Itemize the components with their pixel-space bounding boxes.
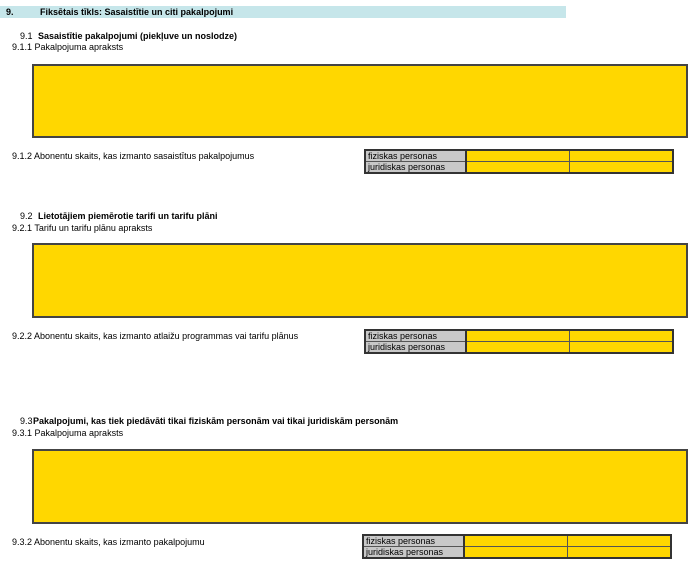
section-title: Fiksētais tīkls: Sasaistītie un citi pakalpojumi bbox=[40, 7, 234, 17]
table-row-physical bbox=[365, 150, 673, 162]
physical-persons-value-1[interactable] bbox=[464, 535, 568, 547]
item-9-3-1-label: 9.3.1 Pakalpojuma apraksts bbox=[12, 428, 124, 438]
item-9-2-1-label: 9.2.1 Tarifu un tarifu plānu apraksts bbox=[12, 223, 153, 233]
physical-persons-value-2[interactable] bbox=[570, 330, 674, 342]
table-row-legal bbox=[363, 547, 671, 559]
physical-persons-value-1[interactable] bbox=[466, 150, 570, 162]
legal-persons-value-2[interactable] bbox=[570, 342, 674, 354]
table-row-legal bbox=[365, 162, 673, 174]
legal-persons-label: juridiskas personas bbox=[365, 162, 466, 174]
legal-persons-label: juridiskas personas bbox=[363, 547, 464, 559]
physical-persons-label: fiziskas personas bbox=[365, 150, 466, 162]
subsection-9-3-heading: Pakalpojumi, kas tiek piedāvāti tikai fiziskām personām vai tikai juridiskām personām bbox=[33, 416, 399, 426]
subsection-9-2-number: 9.2 bbox=[20, 211, 33, 221]
legal-persons-value-1[interactable] bbox=[466, 342, 570, 354]
legal-persons-value-2[interactable] bbox=[570, 162, 674, 174]
subscriber-count-table-9-1-2 bbox=[364, 149, 674, 174]
subsection-9-2-heading: Lietotājiem piemērotie tarifi un tarifu plāni bbox=[38, 211, 218, 221]
physical-persons-value-2[interactable] bbox=[570, 150, 674, 162]
item-9-2-2-label: 9.2.2 Abonentu skaits, kas izmanto atlaižu programmas vai tarifu plānus bbox=[12, 331, 299, 341]
table-row-physical bbox=[363, 535, 671, 547]
table-row-legal bbox=[365, 342, 673, 354]
physical-persons-label: fiziskas personas bbox=[363, 535, 464, 547]
service-description-input-9-3-1[interactable] bbox=[32, 449, 688, 524]
subscriber-count-table-9-3-2 bbox=[362, 534, 672, 559]
service-description-input-9-1-1[interactable] bbox=[32, 64, 688, 138]
physical-persons-value-2[interactable] bbox=[568, 535, 672, 547]
item-9-3-2-label: 9.3.2 Abonentu skaits, kas izmanto pakalpojumu bbox=[12, 537, 205, 547]
physical-persons-label: fiziskas personas bbox=[365, 330, 466, 342]
table-row-physical bbox=[365, 330, 673, 342]
legal-persons-value-1[interactable] bbox=[464, 547, 568, 559]
item-9-1-1-label: 9.1.1 Pakalpojuma apraksts bbox=[12, 42, 124, 52]
item-9-1-2-label: 9.1.2 Abonentu skaits, kas izmanto sasaistītus pakalpojumus bbox=[12, 151, 255, 161]
subscriber-count-table-9-2-2 bbox=[364, 329, 674, 354]
subsection-9-3-number: 9.3 bbox=[20, 416, 33, 426]
section-number: 9. bbox=[6, 7, 14, 17]
subsection-9-1-number: 9.1 bbox=[20, 31, 33, 41]
legal-persons-value-1[interactable] bbox=[466, 162, 570, 174]
subsection-9-1-heading: Sasaistītie pakalpojumi (piekļuve un noslodze) bbox=[38, 31, 238, 41]
tariff-description-input-9-2-1[interactable] bbox=[32, 243, 688, 318]
physical-persons-value-1[interactable] bbox=[466, 330, 570, 342]
legal-persons-value-2[interactable] bbox=[568, 547, 672, 559]
legal-persons-label: juridiskas personas bbox=[365, 342, 466, 354]
